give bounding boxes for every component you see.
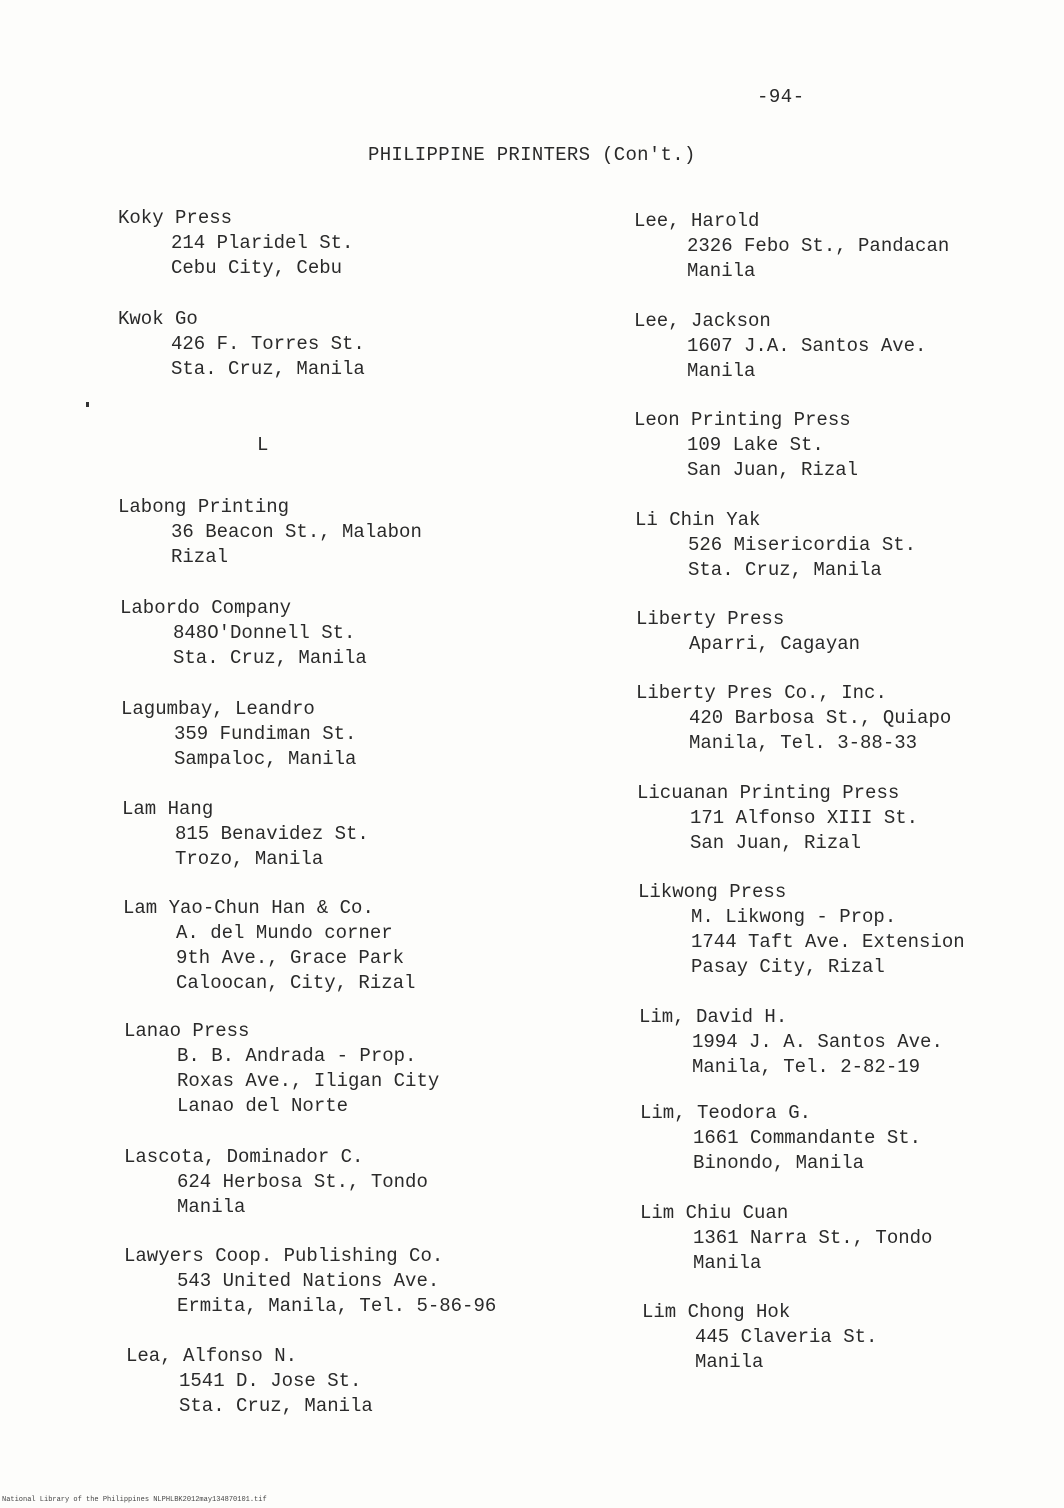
entry-address-line: Manila, Tel. 3-88-33 (689, 732, 918, 754)
entry-address-line: A. del Mundo corner (176, 922, 393, 944)
entry-address-line: Cebu City, Cebu (171, 257, 343, 279)
entry-address-line: 815 Benavidez St. (175, 823, 369, 845)
list-item (639, 1005, 943, 1080)
list-item (118, 495, 422, 570)
entry-address-line: Ermita, Manila, Tel. 5-86-96 (177, 1295, 497, 1317)
entry-name: Leon Printing Press (634, 409, 851, 431)
entry-address-line: 214 Plaridel St. (171, 232, 354, 254)
entry-address-line: Manila (687, 360, 756, 382)
entry-address-line: San Juan, Rizal (690, 832, 862, 854)
list-item (118, 307, 365, 382)
list-item (124, 1244, 496, 1319)
entry-address-line: Pasay City, Rizal (691, 956, 885, 978)
entry-address-line: 2326 Febo St., Pandacan (687, 235, 950, 257)
entry-name: Lam Hang (122, 798, 214, 820)
entry-address-line: Sta. Cruz, Manila (688, 559, 882, 581)
entry-name: Li Chin Yak (635, 509, 761, 531)
list-item (120, 596, 367, 671)
entry-address-line: 445 Claveria St. (695, 1326, 878, 1348)
entry-name: Liberty Press (636, 608, 785, 630)
entry-name: Licuanan Printing Press (637, 782, 900, 804)
entry-address-line: 36 Beacon St., Malabon (171, 521, 422, 543)
entry-name: Lagumbay, Leandro (121, 698, 315, 720)
entry-name: Lim Chiu Cuan (640, 1202, 789, 1224)
entry-address-line: 9th Ave., Grace Park (176, 947, 405, 969)
entry-name: Lawyers Coop. Publishing Co. (124, 1245, 444, 1267)
entry-name: Lim, David H. (639, 1006, 788, 1028)
entry-address-line: Manila, Tel. 2-82-19 (692, 1056, 921, 1078)
entry-name: Lee, Harold (634, 210, 760, 232)
stray-mark (86, 402, 89, 407)
list-item (640, 1101, 921, 1176)
entry-address-line: Sta. Cruz, Manila (171, 358, 365, 380)
entry-address-line: Caloocan, City, Rizal (176, 972, 416, 994)
entry-name: Lea, Alfonso N. (126, 1345, 298, 1367)
list-item (636, 681, 951, 756)
entry-name: Koky Press (118, 207, 233, 229)
list-item (638, 880, 965, 980)
entry-address-line: Aparri, Cagayan (689, 633, 861, 655)
entry-name: Labordo Company (120, 597, 292, 619)
entry-name: Lascota, Dominador C. (124, 1146, 364, 1168)
entry-address-line: 1994 J. A. Santos Ave. (692, 1031, 943, 1053)
entry-name: Likwong Press (638, 881, 787, 903)
list-item (118, 206, 353, 281)
list-item (637, 781, 918, 856)
entry-address-line: Rizal (171, 546, 229, 568)
entry-address-line: Lanao del Norte (177, 1095, 349, 1117)
entry-name: Lanao Press (124, 1020, 250, 1042)
entry-name: Liberty Pres Co., Inc. (636, 682, 887, 704)
list-item (123, 896, 415, 996)
entry-name: Lee, Jackson (634, 310, 771, 332)
list-item (121, 697, 356, 772)
entry-address-line: Sampaloc, Manila (174, 748, 357, 770)
list-item (642, 1300, 877, 1375)
list-item (634, 209, 949, 284)
list-item (124, 1019, 439, 1119)
entry-address-line: Roxas Ave., Iligan City (177, 1070, 440, 1092)
entry-address-line: Manila (693, 1252, 762, 1274)
entry-address-line: Sta. Cruz, Manila (173, 647, 367, 669)
list-item (636, 607, 860, 657)
entry-name: Lim Chong Hok (642, 1301, 791, 1323)
entry-address-line: 1661 Commandante St. (693, 1127, 922, 1149)
entry-address-line: M. Likwong - Prop. (691, 906, 897, 928)
entry-name: Lam Yao-Chun Han & Co. (123, 897, 374, 919)
entry-address-line: 1607 J.A. Santos Ave. (687, 335, 927, 357)
entry-address-line: Trozo, Manila (175, 848, 324, 870)
list-item (634, 408, 858, 483)
page-title: PHILIPPINE PRINTERS (Con't.) (368, 144, 696, 166)
entry-name: Lim, Teodora G. (640, 1102, 812, 1124)
entry-address-line: 526 Misericordia St. (688, 534, 917, 556)
entry-address-line: Manila (695, 1351, 764, 1373)
entry-address-line: 426 F. Torres St. (171, 333, 365, 355)
entry-address-line: 109 Lake St. (687, 434, 824, 456)
scan-footer: National Library of the Philippines NLPHLBK2012may134870101.tif (2, 1496, 267, 1504)
entry-address-line: 1541 D. Jose St. (179, 1370, 362, 1392)
entry-name: Labong Printing (118, 496, 290, 518)
entry-address-line: San Juan, Rizal (687, 459, 859, 481)
page-number: -94- (757, 86, 805, 108)
entry-address-line: 359 Fundiman St. (174, 723, 357, 745)
entry-address-line: Binondo, Manila (693, 1152, 865, 1174)
entry-address-line: Sta. Cruz, Manila (179, 1395, 373, 1417)
list-item (634, 309, 926, 384)
entry-address-line: 624 Herbosa St., Tondo (177, 1171, 428, 1193)
entry-address-line: 1744 Taft Ave. Extension (691, 931, 965, 953)
entry-address-line: B. B. Andrada - Prop. (177, 1045, 417, 1067)
entry-address-line: 420 Barbosa St., Quiapo (689, 707, 952, 729)
entry-address-line: 171 Alfonso XIII St. (690, 807, 919, 829)
list-item (124, 1145, 428, 1220)
entry-address-line: 848O'Donnell St. (173, 622, 356, 644)
entry-address-line: Manila (177, 1196, 246, 1218)
entry-name: Kwok Go (118, 308, 198, 330)
list-item (122, 797, 369, 872)
list-item (640, 1201, 932, 1276)
entry-address-line: 1361 Narra St., Tondo (693, 1227, 933, 1249)
list-item (126, 1344, 373, 1419)
entry-address-line: 543 United Nations Ave. (177, 1270, 440, 1292)
list-item (635, 508, 916, 583)
entry-address-line: Manila (687, 260, 756, 282)
section-letter: L (257, 434, 269, 456)
